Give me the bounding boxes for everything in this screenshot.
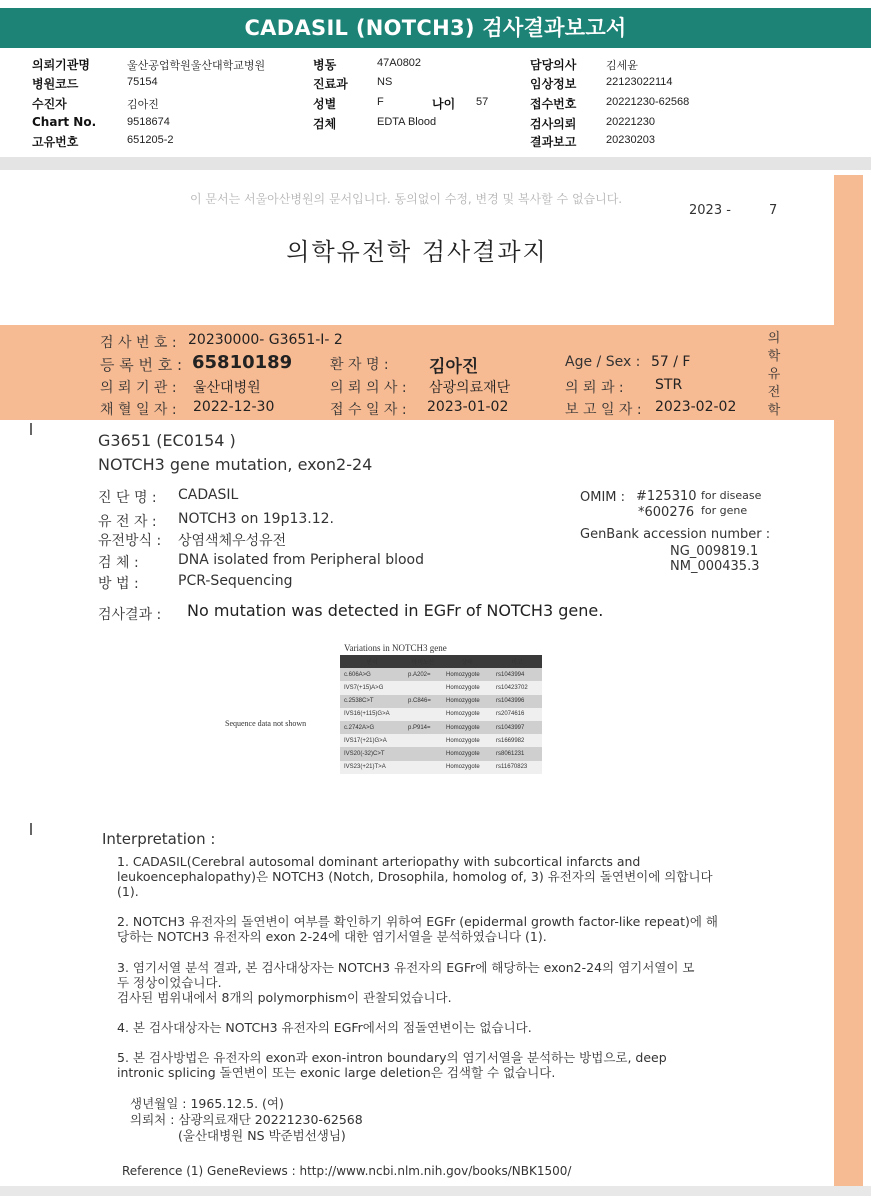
omim-id: #125310 (636, 489, 697, 504)
detail-label: 검 체 : (98, 555, 139, 571)
table-header: 변이 아미노산 상태 비고 (340, 655, 542, 668)
table-row: IVS23(+21)T>A Homozygote rs11670823 (340, 761, 542, 774)
interpretation-item: 3. 염기서열 분석 결과, 본 검사대상자는 NOTCH3 유전자의 EGFr에 해당하는 exon2-24의 염기서열이 모 두 정상이었습니다. 검사된 범위내에서 8개의 polymorphism이 관찰되었습니다. (117, 960, 695, 1005)
header-label: 임상정보 (530, 77, 577, 91)
scan-mark (30, 823, 32, 835)
omim-id: *600276 (638, 505, 695, 520)
report-title: 의학유전학 검사결과지 (286, 238, 548, 266)
header-label: 의뢰기관명 (32, 58, 90, 72)
table-row: c.606A>G p.A202= Homozygote rs1043994 (340, 668, 542, 681)
header-label: 검사의뢰 (530, 117, 577, 131)
header-value: 김세윤 (606, 60, 638, 72)
watermark-notice: 이 문서는 서울아산병원의 문서입니다. 동의없이 수정, 변경 및 복사할 수 없습니다. (190, 192, 623, 206)
header-value: 김아진 (127, 99, 159, 111)
interpretation-item: 5. 본 검사방법은 유전자의 exon과 exon-intron boundary의 염기서열을 분석하는 방법으로, deep intronic splicing 돌연변이 또는 exonic large deletion은 검색할 수 없습니다. (117, 1050, 667, 1080)
detail-label: 유전방식 : (98, 533, 162, 549)
header-value: F (377, 96, 384, 108)
band-label: 채 혈 일 자 : (100, 402, 177, 418)
band-label: 환 자 명 : (330, 357, 389, 373)
detail-label: 방 법 : (98, 576, 139, 592)
header-label: 진료과 (313, 77, 348, 91)
diagnosis: CADASIL (178, 487, 239, 503)
sequence-note: Sequence data not shown (225, 719, 307, 728)
variations-title: Variations in NOTCH3 gene (344, 643, 447, 653)
header-value: 9518674 (127, 116, 170, 128)
header-value: 22123022114 (606, 76, 673, 88)
header-value: 75154 (127, 76, 158, 88)
band-label: Age / Sex : (565, 354, 641, 370)
scan-mark (30, 423, 32, 435)
page-number: 7 (769, 203, 778, 218)
header-label: 검체 (313, 117, 337, 131)
genbank-label: GenBank accession number : (580, 527, 771, 542)
department: STR (655, 377, 683, 393)
interpretation-item: 4. 본 검사대상자는 NOTCH3 유전자의 EGFr에서의 점돌연변이는 없습니다. (117, 1020, 532, 1035)
page-side-bar (834, 175, 863, 1196)
header-value: 20221230 (606, 116, 655, 128)
test-result: No mutation was detected in EGFr of NOTCH3 gene. (187, 601, 604, 620)
header-label: 성별 (313, 97, 337, 111)
table-row: IVS16(+115)G>A Homozygote rs2074616 (340, 708, 542, 721)
bottom-separator (0, 1186, 871, 1196)
gene-title: NOTCH3 gene mutation, exon2-24 (98, 455, 373, 474)
header-value: 651205-2 (127, 134, 174, 146)
birth-date: 생년월일 : 1965.12.5. (여) (130, 1096, 284, 1111)
table-row: c.2742A>G p.P914= Homozygote rs1043997 (340, 721, 542, 734)
header-label: 결과보고 (530, 135, 577, 149)
inheritance: 상염색체우성유전 (178, 533, 287, 549)
band-label: 의 뢰 기 관 : (100, 380, 177, 396)
detail-label: 진 단 명 : (98, 490, 157, 506)
separator (0, 157, 871, 170)
omim-note: for disease (701, 489, 762, 502)
client-detail: (울산대병원 NS 박준범선생님) (178, 1128, 346, 1143)
header-value: 57 (476, 96, 489, 108)
table-row: c.2538C>T p.C846= Homozygote rs1043996 (340, 695, 542, 708)
interpretation-item: 2. NOTCH3 유전자의 돌연변이 여부를 확인하기 위하여 EGFr (epidermal growth factor-like repeat)에 해 당하는 NOTCH3 유전자의 exon 2-24에 대한 염기서열을 분석하였습니다 (1). (117, 914, 718, 944)
genbank-accession: NM_000435.3 (670, 559, 760, 574)
interpretation-title: Interpretation : (102, 830, 216, 848)
table-row: IVS17(+21)G>A Homozygote rs1669982 (340, 734, 542, 747)
institution: 울산대병원 (193, 380, 261, 396)
band-label: 접 수 일 자 : (330, 402, 407, 418)
genbank-accession: NG_009819.1 (670, 544, 759, 559)
report-banner: CADASIL (NOTCH3) 검사결과보고서 (0, 8, 871, 48)
band-label: 의 뢰 의 사 : (330, 380, 407, 396)
collection-date: 2022-12-30 (193, 399, 275, 415)
band-label: 보 고 일 자 : (565, 402, 642, 418)
referring-doctor: 삼광의료재단 (429, 380, 511, 396)
specimen: DNA isolated from Peripheral blood (178, 552, 425, 568)
reference: Reference (1) GeneReviews : http://www.ncbi.nlm.nih.gov/books/NBK1500/ (122, 1164, 572, 1178)
test-number: 20230000- G3651-I- 2 (188, 332, 343, 348)
result-label: 검사결과 : (98, 607, 162, 623)
band-label: 등 록 번 호 : (100, 356, 183, 374)
interpretation-item: 1. CADASIL(Cerebral autosomal dominant arteriopathy with subcortical infarcts and leukoencephalopathy)은 NOTCH3 (Notch, Drosophila, homolog of, 3) 유전자의 돌연변이에 의합니다 (1). (117, 854, 713, 899)
receive-date: 2023-01-02 (427, 399, 509, 415)
band-label: 의 뢰 과 : (565, 380, 624, 396)
header-label: 담당의사 (530, 58, 577, 72)
patient-name: 김아진 (429, 357, 479, 377)
band-label: 검 사 번 호 : (100, 335, 177, 351)
test-code: G3651 (EC0154 ) (98, 431, 236, 450)
header-value: 20230203 (606, 134, 655, 146)
header-label: 병원코드 (32, 77, 79, 91)
header-label: 병동 (313, 58, 337, 72)
table-row: IVS7(+15)A>G Homozygote rs10423702 (340, 681, 542, 694)
report-date: 2023-02-02 (655, 399, 737, 415)
gene: NOTCH3 on 19p13.12. (178, 511, 335, 527)
header-value: 울산공업학원울산대학교병원 (127, 60, 266, 72)
header-label: 고유번호 (32, 135, 79, 149)
client-info: 의뢰처 : 삼광의료재단 20221230-62568 (130, 1112, 363, 1127)
side-label: 의 학 유 전 학 (767, 331, 781, 418)
header-value: EDTA Blood (377, 116, 437, 128)
detail-label: 유 전 자 : (98, 514, 157, 530)
report-year: 2023 - (689, 203, 731, 218)
header-label: Chart No. (32, 115, 97, 129)
header-label: 수진자 (32, 97, 67, 111)
header-value: NS (377, 76, 393, 88)
age-sex: 57 / F (651, 354, 691, 370)
registration-number: 65810189 (192, 352, 293, 373)
table-row: IVS20(-32)C>T Homozygote rs8061231 (340, 747, 542, 760)
header-value: 20221230-62568 (606, 96, 690, 108)
header-value: 47A0802 (377, 57, 422, 69)
method: PCR-Sequencing (178, 573, 293, 589)
omim-note: for gene (701, 504, 748, 517)
header-label: 나이 (432, 97, 456, 111)
header-label: 접수번호 (530, 97, 577, 111)
omim-label: OMIM : (580, 490, 626, 505)
variations-table (340, 655, 542, 774)
